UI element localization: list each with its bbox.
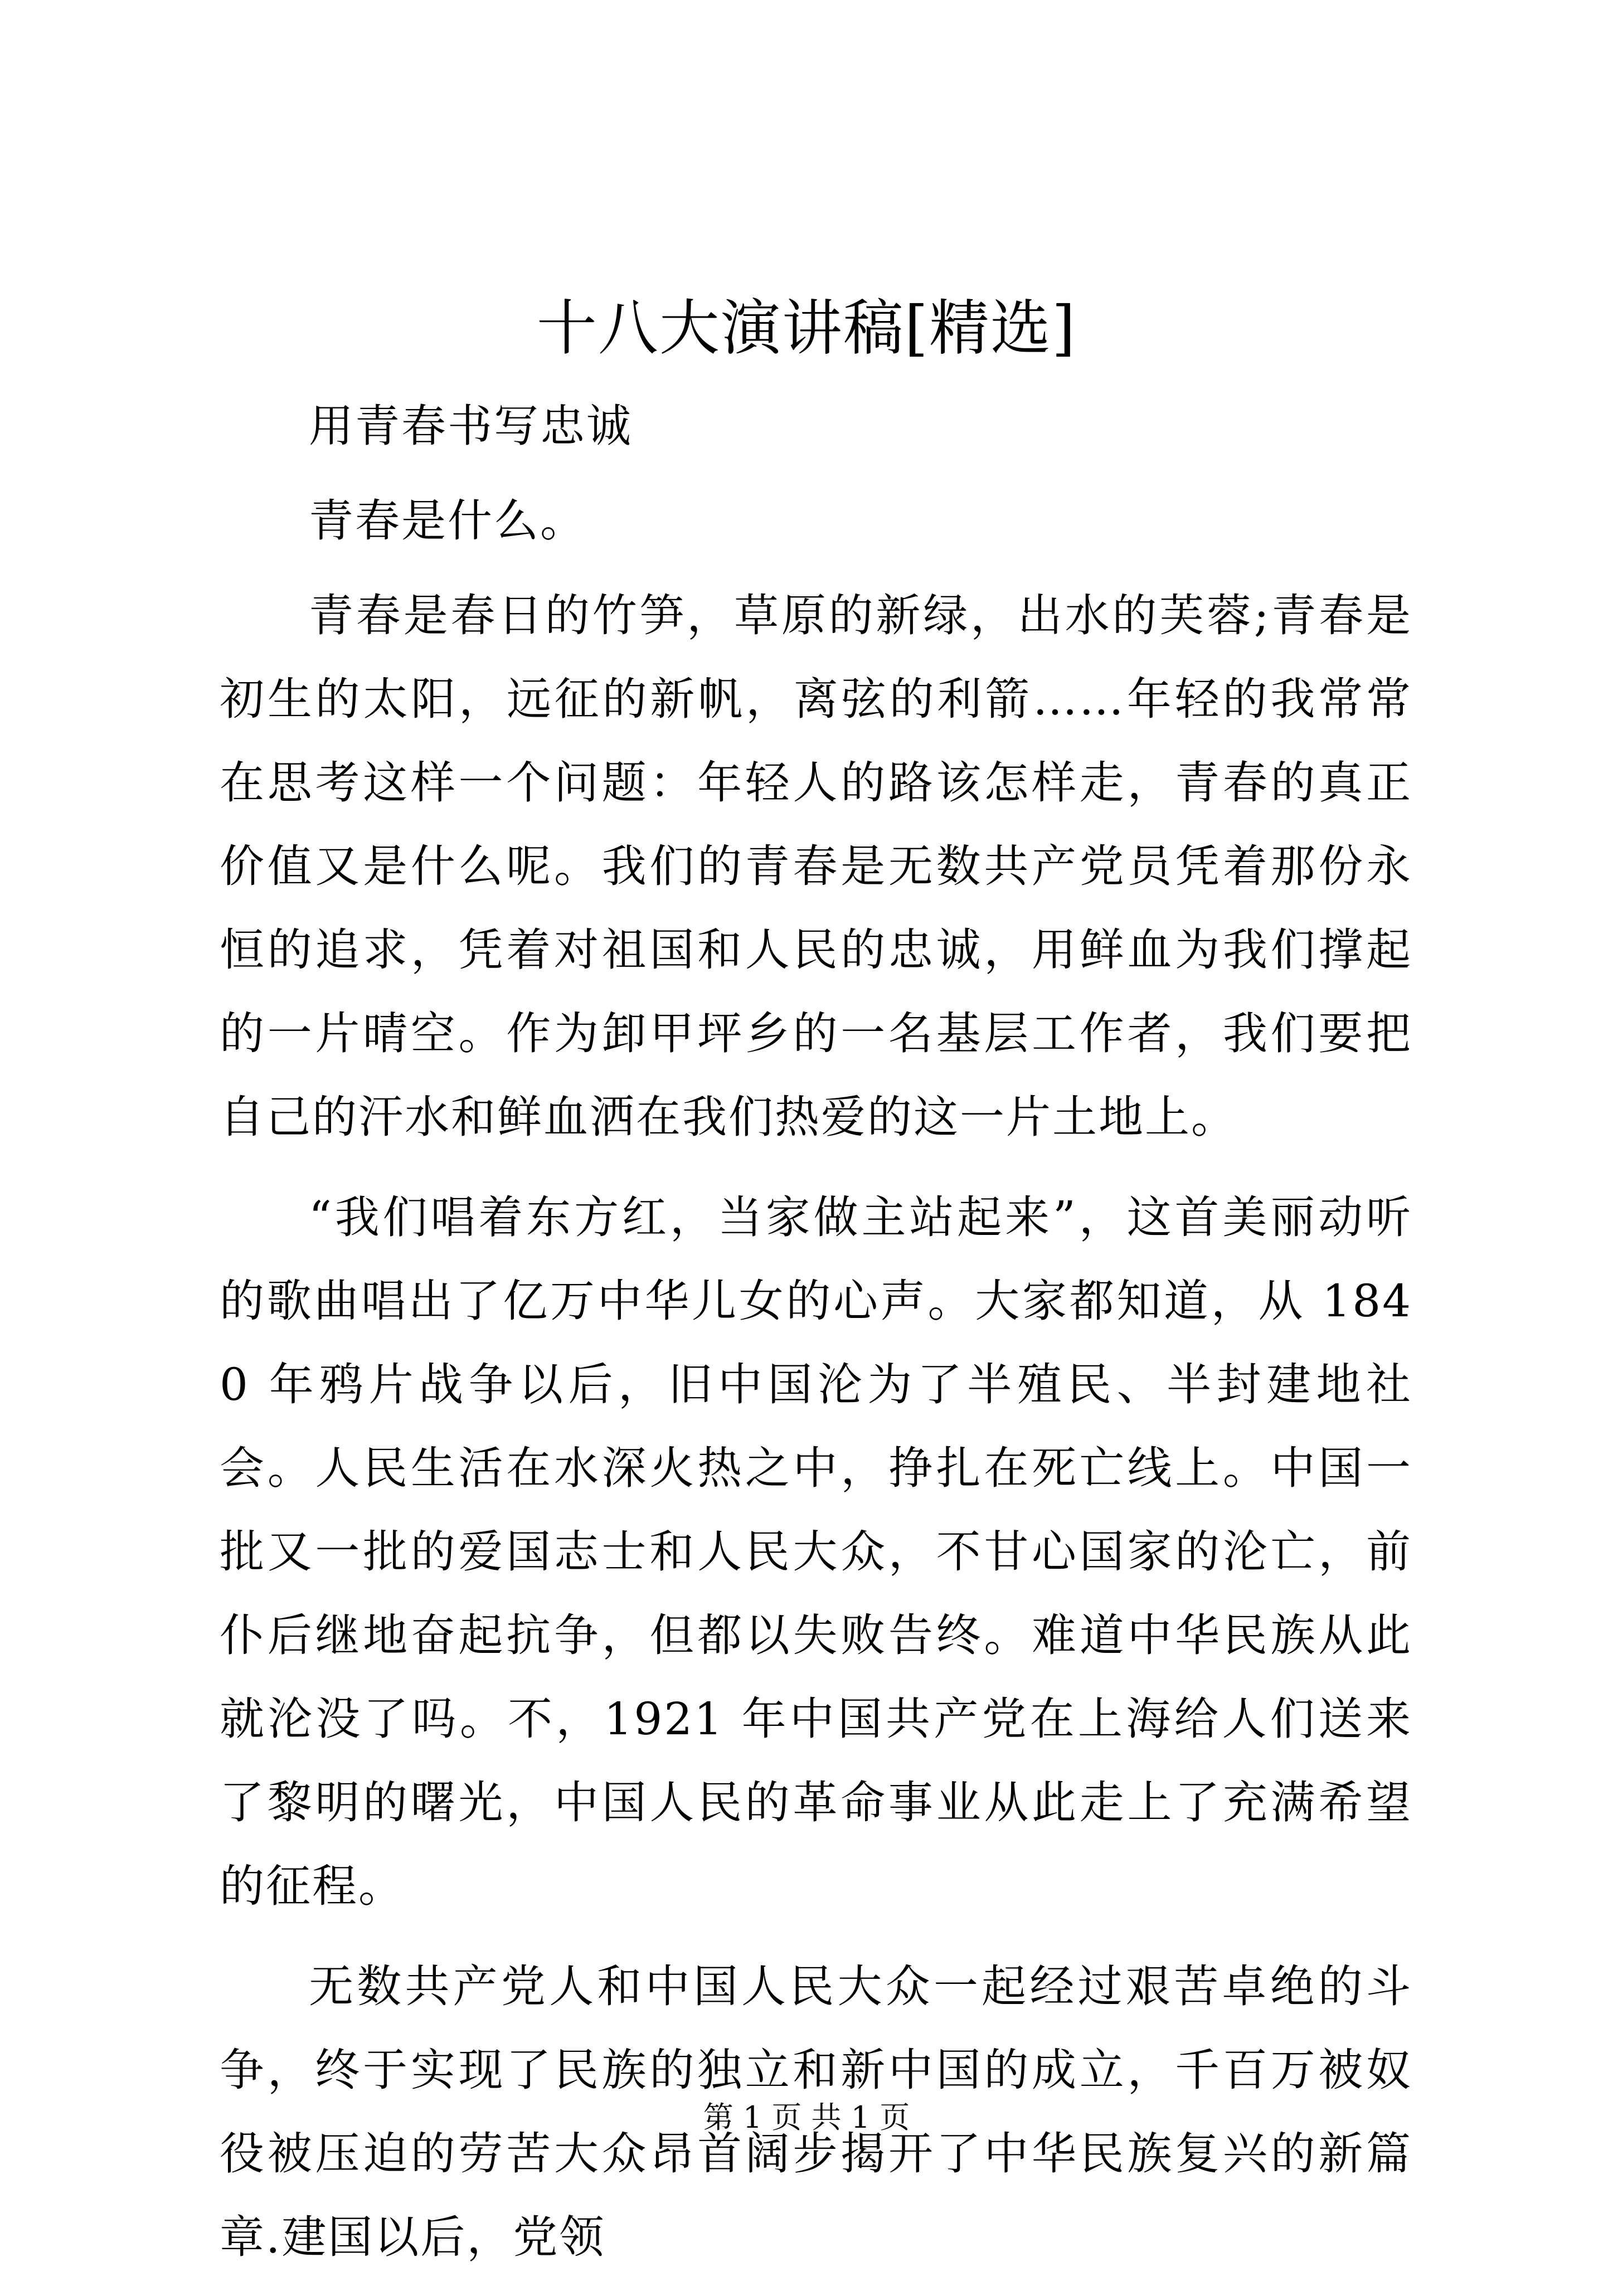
body-paragraph-history: “我们唱着东方红，当家做主站起来”，这首美丽动听的歌曲唱出了亿万中华儿女的心声。大家都知道，从 1840 年鸦片战争以后，旧中国沦为了半殖民、半封建地社会。人民生活在水深火热之中，挣扎在死亡线上。中国一批又一批的爱国志士和人民大众，不甘心国家的沦亡，前仆后继地奋起抗争，但都以失败告终。难道中华民族从此就沦没了吗。不，1921 年中国共产党在上海给人们送来了黎明的曙光，中国人民的革命事业从此走上了充满希望的征程。 (220, 1191, 1412, 1912)
document-body (220, 385, 1412, 2296)
body-paragraph-independence: 无数共产党人和中国人民大众一起经过艰苦卓绝的斗争，终于实现了民族的独立和新中国的成立，千百万被奴役被压迫的劳苦大众昂首阔步揭开了中华民族复兴的新篇章.建国以后，党领 (220, 1961, 1412, 2263)
page-number-footer: 第 1 页 共 1 页 (703, 2100, 910, 2135)
body-paragraph-youth: 青春是春日的竹笋，草原的新绿，出水的芙蓉;青春是初生的太阳，远征的新帆，离弦的利箭……年轻的我常常在思考这样一个问题：年轻人的路该怎样走，青春的真正价值又是什么呢。我们的青春是无数共产党员凭着那份永恒的追求，凭着对祖国和人民的忠诚，用鲜血为我们撑起的一片晴空。作为卸甲坪乡的一名基层工作者，我们要把自己的汗水和鲜血洒在我们热爱的这一片土地上。 (220, 590, 1412, 1143)
subtitle-paragraph: 用青春书写忠诚 (309, 400, 633, 452)
document-title: 十八大演讲稿[精选] (536, 294, 1077, 363)
question-paragraph: 青春是什么。 (309, 495, 586, 547)
